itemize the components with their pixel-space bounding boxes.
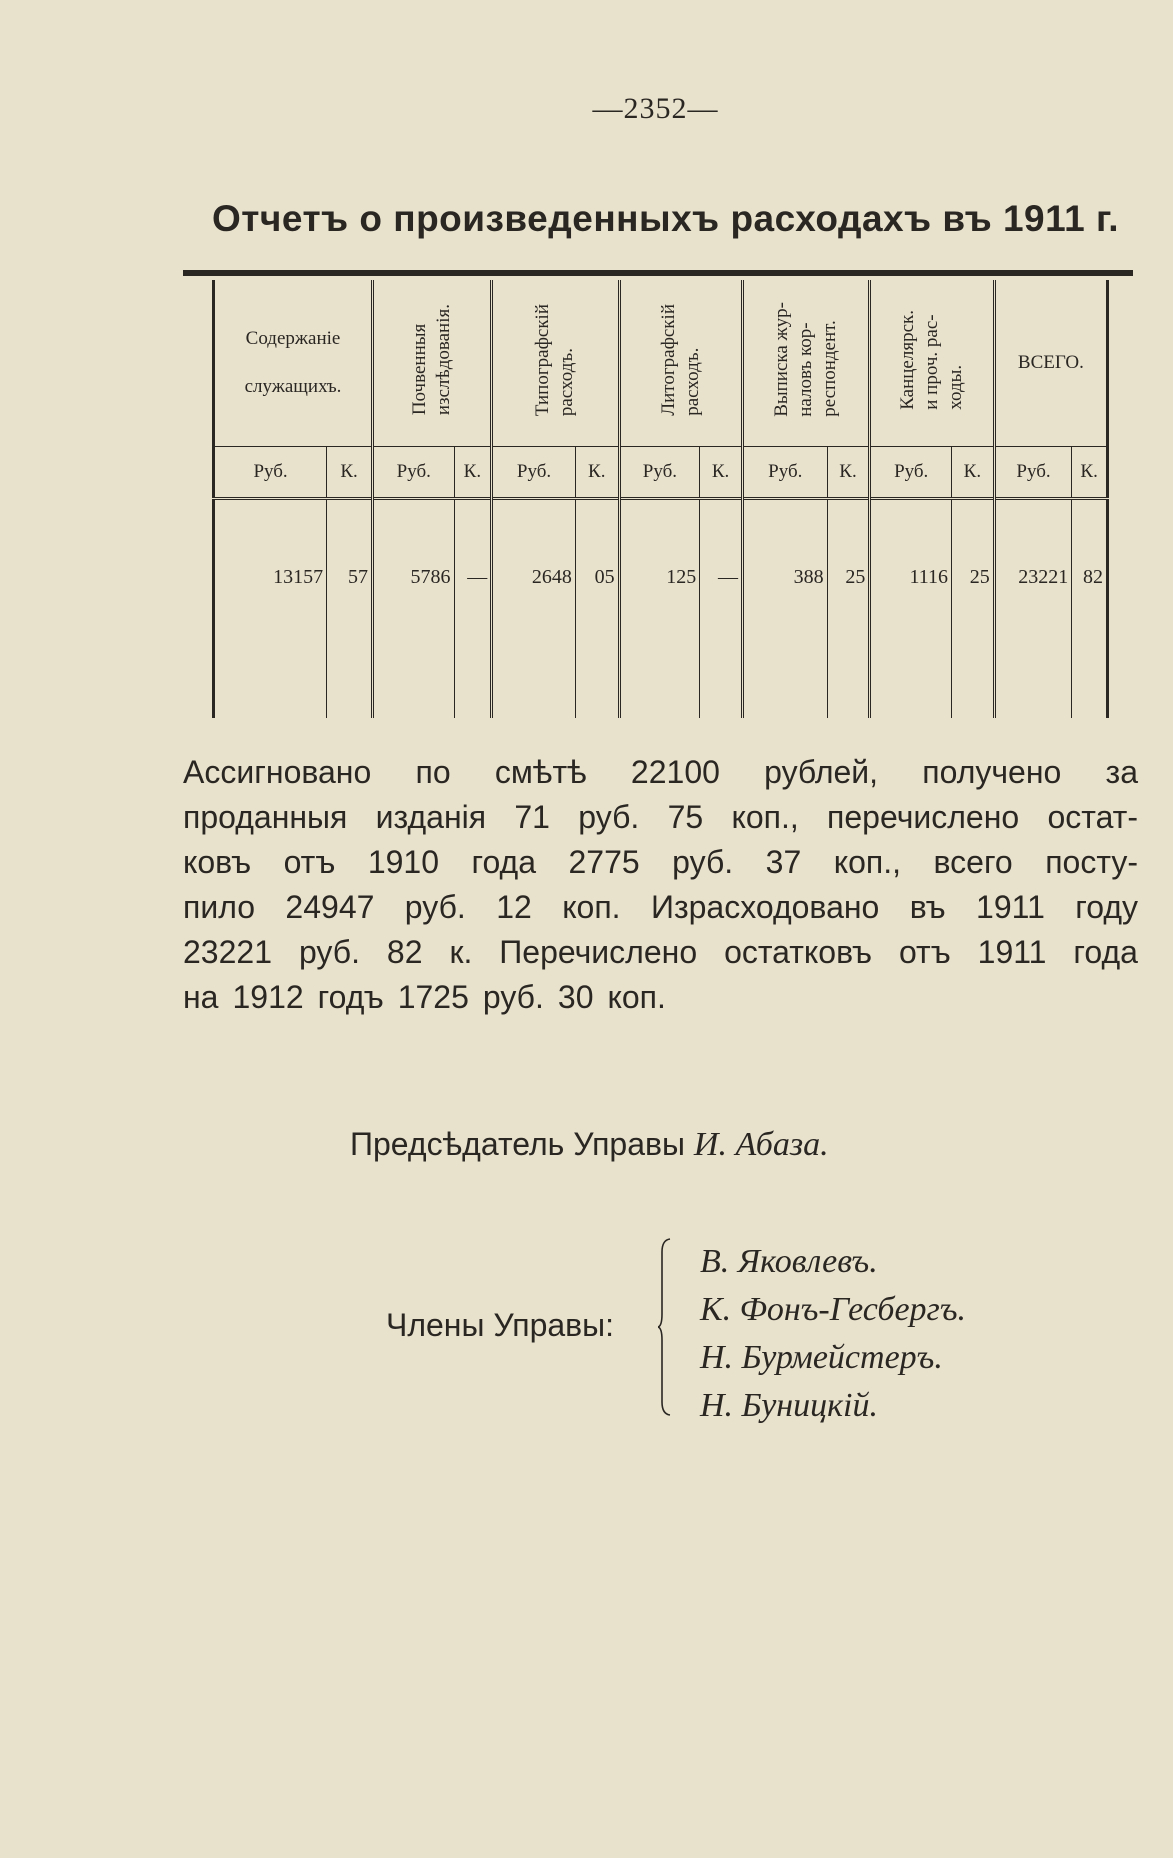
total-rub: 23221: [994, 498, 1071, 718]
paragraph-word: получено: [922, 754, 1062, 790]
header-row: [214, 280, 1108, 446]
rub-label: Руб.: [619, 446, 700, 498]
values-row: [214, 498, 1108, 718]
paragraph-word: всего: [933, 844, 1013, 880]
paragraph-word: коп.: [607, 979, 666, 1015]
paragraph-word: рублей,: [764, 754, 879, 790]
lithography-rub: 125: [619, 498, 700, 718]
journals-rub: 388: [743, 498, 828, 718]
total-kop: 82: [1072, 498, 1108, 718]
paragraph-word: руб.: [578, 799, 640, 835]
paragraph-word: году: [1075, 889, 1138, 925]
paragraph-word: 1910: [367, 844, 439, 880]
kop-label: К.: [575, 446, 619, 498]
rub-label: Руб.: [492, 446, 576, 498]
paragraph-line: [183, 795, 1138, 840]
paragraph-word: Ассигновано: [183, 754, 372, 790]
member-signature: Н. Бурмейстеръ.: [700, 1339, 943, 1376]
paragraph-word: 22100: [630, 754, 720, 790]
paragraph-word: перечислено: [827, 799, 1020, 835]
typography-kop: 05: [575, 498, 619, 718]
paragraph-word: остат-: [1047, 799, 1138, 835]
paragraph-word: 24947: [285, 889, 375, 925]
paragraph-word: 71: [514, 799, 550, 835]
paragraph-word: руб.: [672, 844, 734, 880]
journals-kop: 25: [827, 498, 870, 718]
header-soil: Почвенныя изслѣдованія.: [373, 280, 492, 446]
header-journals: Выписка жур- наловъ кор- респондент.: [743, 280, 870, 446]
office-kop: 25: [951, 498, 994, 718]
paragraph-word: 75: [667, 799, 704, 835]
rub-label: Руб.: [994, 446, 1071, 498]
paragraph-word: 30: [557, 979, 594, 1015]
header-office: Канцелярск. и проч. рас- ходы.: [870, 280, 994, 446]
paragraph-word: 2775: [568, 844, 640, 880]
header-total: ВСЕГО.: [994, 280, 1107, 446]
report-paragraph: [183, 750, 1138, 1020]
paragraph-word: 1911: [976, 889, 1045, 925]
soil-kop: —: [454, 498, 492, 718]
report-title: Отчетъ о произведенныхъ расходахъ въ 1911 г.: [212, 198, 1119, 239]
paragraph-word: годъ: [317, 979, 384, 1015]
paragraph-line: [183, 885, 1138, 930]
member-signature: К. Фонъ-Гесбергъ.: [700, 1291, 966, 1328]
header-typography: Типографскій расходъ.: [492, 280, 619, 446]
paragraph-word: въ: [909, 889, 946, 925]
rub-label: Руб.: [373, 446, 455, 498]
paragraph-word: коп.: [562, 889, 621, 925]
lithography-kop: —: [700, 498, 743, 718]
expenses-table: [212, 280, 1109, 718]
paragraph-word: проданныя: [183, 799, 348, 835]
header-staff: Содержаніе служащихъ.: [214, 280, 373, 446]
kop-label: К.: [951, 446, 994, 498]
paragraph-word: коп.,: [731, 799, 799, 835]
paragraph-word: 1912: [232, 979, 304, 1015]
paragraph-word: смѣтѣ: [494, 754, 587, 790]
member-signature: Н. Буницкій.: [700, 1387, 879, 1424]
kop-label: К.: [454, 446, 492, 498]
members-label: Члены Управы:: [386, 1307, 615, 1343]
staff-kop: 57: [327, 498, 373, 718]
kop-label: К.: [827, 446, 870, 498]
paragraph-word: 37: [765, 844, 802, 880]
chairman-signature: И. Абаза.: [693, 1126, 829, 1163]
paragraph-word: ковъ: [183, 844, 252, 880]
paragraph-word: 23221: [183, 934, 272, 970]
paragraph-word: за: [1105, 754, 1138, 790]
kop-label: К.: [327, 446, 373, 498]
office-rub: 1116: [870, 498, 952, 718]
page-number: —2352—: [592, 92, 719, 125]
rub-label: Руб.: [743, 446, 828, 498]
brace-icon: [658, 1238, 672, 1416]
paragraph-word: Израсходовано: [650, 889, 880, 925]
chairman-line: [350, 1126, 829, 1164]
top-rule: [183, 270, 1133, 276]
kop-label: К.: [1072, 446, 1108, 498]
paragraph-word: 82: [386, 934, 423, 970]
paragraph-line: [183, 930, 1138, 975]
paragraph-line: [183, 750, 1138, 795]
staff-rub: 13157: [214, 498, 327, 718]
paragraph-word: изданія: [375, 799, 487, 835]
paragraph-word: 1725: [397, 979, 469, 1015]
paragraph-word: на: [183, 979, 219, 1015]
paragraph-line: [183, 840, 1138, 885]
paragraph-word: года: [1073, 934, 1138, 970]
paragraph-word: отъ: [898, 934, 951, 970]
typography-rub: 2648: [492, 498, 576, 718]
paragraph-word: посту-: [1045, 844, 1138, 880]
units-row: [214, 446, 1108, 498]
rub-label: Руб.: [870, 446, 952, 498]
paragraph-word: Перечислено: [499, 934, 698, 970]
rub-label: Руб.: [214, 446, 327, 498]
member-signature: В. Яковлевъ.: [700, 1243, 878, 1280]
paragraph-word: руб.: [482, 979, 544, 1015]
paragraph-word: пило: [183, 889, 256, 925]
paragraph-word: 12: [496, 889, 532, 925]
header-lithography: Литографскій расходъ.: [619, 280, 742, 446]
paragraph-word: коп.,: [833, 844, 902, 880]
paragraph-word: по: [415, 754, 451, 790]
paragraph-word: к.: [449, 934, 473, 970]
paragraph-word: руб.: [298, 934, 360, 970]
members-list: [700, 1238, 966, 1430]
paragraph-line: [183, 975, 1138, 1020]
soil-rub: 5786: [373, 498, 455, 718]
kop-label: К.: [700, 446, 743, 498]
chairman-label: Предсѣдатель Управы: [350, 1126, 686, 1162]
paragraph-word: отъ: [283, 844, 336, 880]
paragraph-word: года: [471, 844, 537, 880]
paragraph-word: руб.: [404, 889, 466, 925]
paragraph-word: остатковъ: [724, 934, 872, 970]
paragraph-word: 1911: [977, 934, 1047, 970]
